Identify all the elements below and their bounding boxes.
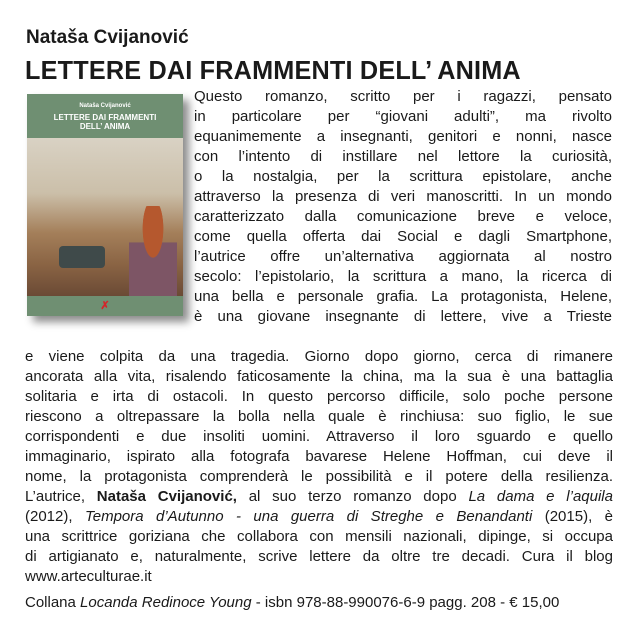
bio-text: al suo terzo romanzo dopo <box>236 488 469 505</box>
text-line: in particolare per “giovani adulti”, ma rivolto <box>194 108 612 125</box>
cover-title <box>27 113 183 131</box>
bio-text: L’autrice, <box>25 488 97 505</box>
author-name: Nataša Cvijanović <box>26 27 189 48</box>
publication-info <box>25 594 559 611</box>
cover-photo <box>27 138 183 296</box>
publisher-logo: ✗ <box>100 300 110 312</box>
bio-book-title: Tempora d’Autunno - una guerra di Streghe e Benandanti <box>84 508 533 525</box>
bio-text: (2012), <box>25 508 85 525</box>
text-line: e viene colpita da una tragedia. Giorno dopo giorno, cerca di rimanere <box>25 348 613 365</box>
typewriter-illustration <box>59 246 105 268</box>
bio-line <box>25 507 613 527</box>
text-line: è una giovane insegnante di lettere, vive a Trieste <box>194 308 612 325</box>
text-line: una bella e personale grafia. La protagonista, Helene, <box>194 288 612 305</box>
bio-text: (2015), è <box>532 508 613 525</box>
cover-title-line: DELL’ ANIMA <box>79 122 131 131</box>
text-line: secolo: l’epistolario, la scrittura a mano, la ricerca di <box>194 268 612 285</box>
text-line: riescono a oltrepassare la bolla nella quale è rinchiusa: suo figlio, le sue <box>25 408 613 425</box>
book-cover-image <box>27 94 183 316</box>
footer-text: - isbn 978-88-990076-6-9 pagg. 208 - € 15,00 <box>251 594 560 611</box>
text-line: caratterizzato dalla comunicazione breve e veloce, <box>194 208 612 225</box>
text-line: equanimemente a insegnanti, genitori e nonni, nasce <box>194 128 612 145</box>
text-line: nome, la protagonista comprenderà le possibilità e il potere della resilienza. <box>25 468 613 485</box>
book-title: LETTERE DAI FRAMMENTI DELL’ ANIMA <box>25 55 521 85</box>
cover-title-line: LETTERE DAI FRAMMENTI <box>53 113 157 122</box>
bio-line: una scrittrice goriziana che collabora con mensili nazionali, dipinge, si occupa <box>25 528 613 545</box>
text-line: corrispondenti e due insoliti uomini. Attraverso il loro sguardo e quello <box>25 428 613 445</box>
bio-line <box>25 487 613 507</box>
description-full-width <box>25 347 613 587</box>
bio-book-title: La dama e l’aquila <box>468 488 613 505</box>
text-line: con l’intento di instillare nel lettore la curiosità, <box>194 148 612 165</box>
woman-illustration <box>129 206 177 296</box>
text-line: l’autrice offre un’alternativa aggiornata al nostro <box>194 248 612 265</box>
blog-link[interactable]: www.arteculturae.it <box>25 568 152 585</box>
text-line: attraverso la presenza di veri manoscritti. In un mondo <box>194 188 612 205</box>
bio-author-name: Nataša Cvijanović, <box>96 488 237 505</box>
footer-text: Collana <box>25 594 81 611</box>
text-line: o la nostalgia, per la scrittura epistolare, anche <box>194 168 612 185</box>
text-line: come quella offerta dai Social e dagli Smartphone, <box>194 228 612 245</box>
description-beside-cover <box>194 87 612 327</box>
series-name: Locanda Redinoce Young <box>80 594 252 611</box>
cover-author: Nataša Cvijanović <box>79 103 131 109</box>
text-line: solitaria e irta di ostacoli. In questo percorso difficile, solo poche persone <box>25 388 613 405</box>
text-line: immaginario, ispirato alla fotografa bavarese Helene Hoffman, cui deve il <box>25 448 613 465</box>
text-line: ancorata alla vita, risalendo faticosamente la china, ma la sua è una battaglia <box>25 368 613 385</box>
bio-line: di artigianato e, naturalmente, scrive lettere da oltre tre decadi. Cura il blog <box>25 548 613 565</box>
text-line: Questo romanzo, scritto per i ragazzi, pensato <box>194 88 612 105</box>
